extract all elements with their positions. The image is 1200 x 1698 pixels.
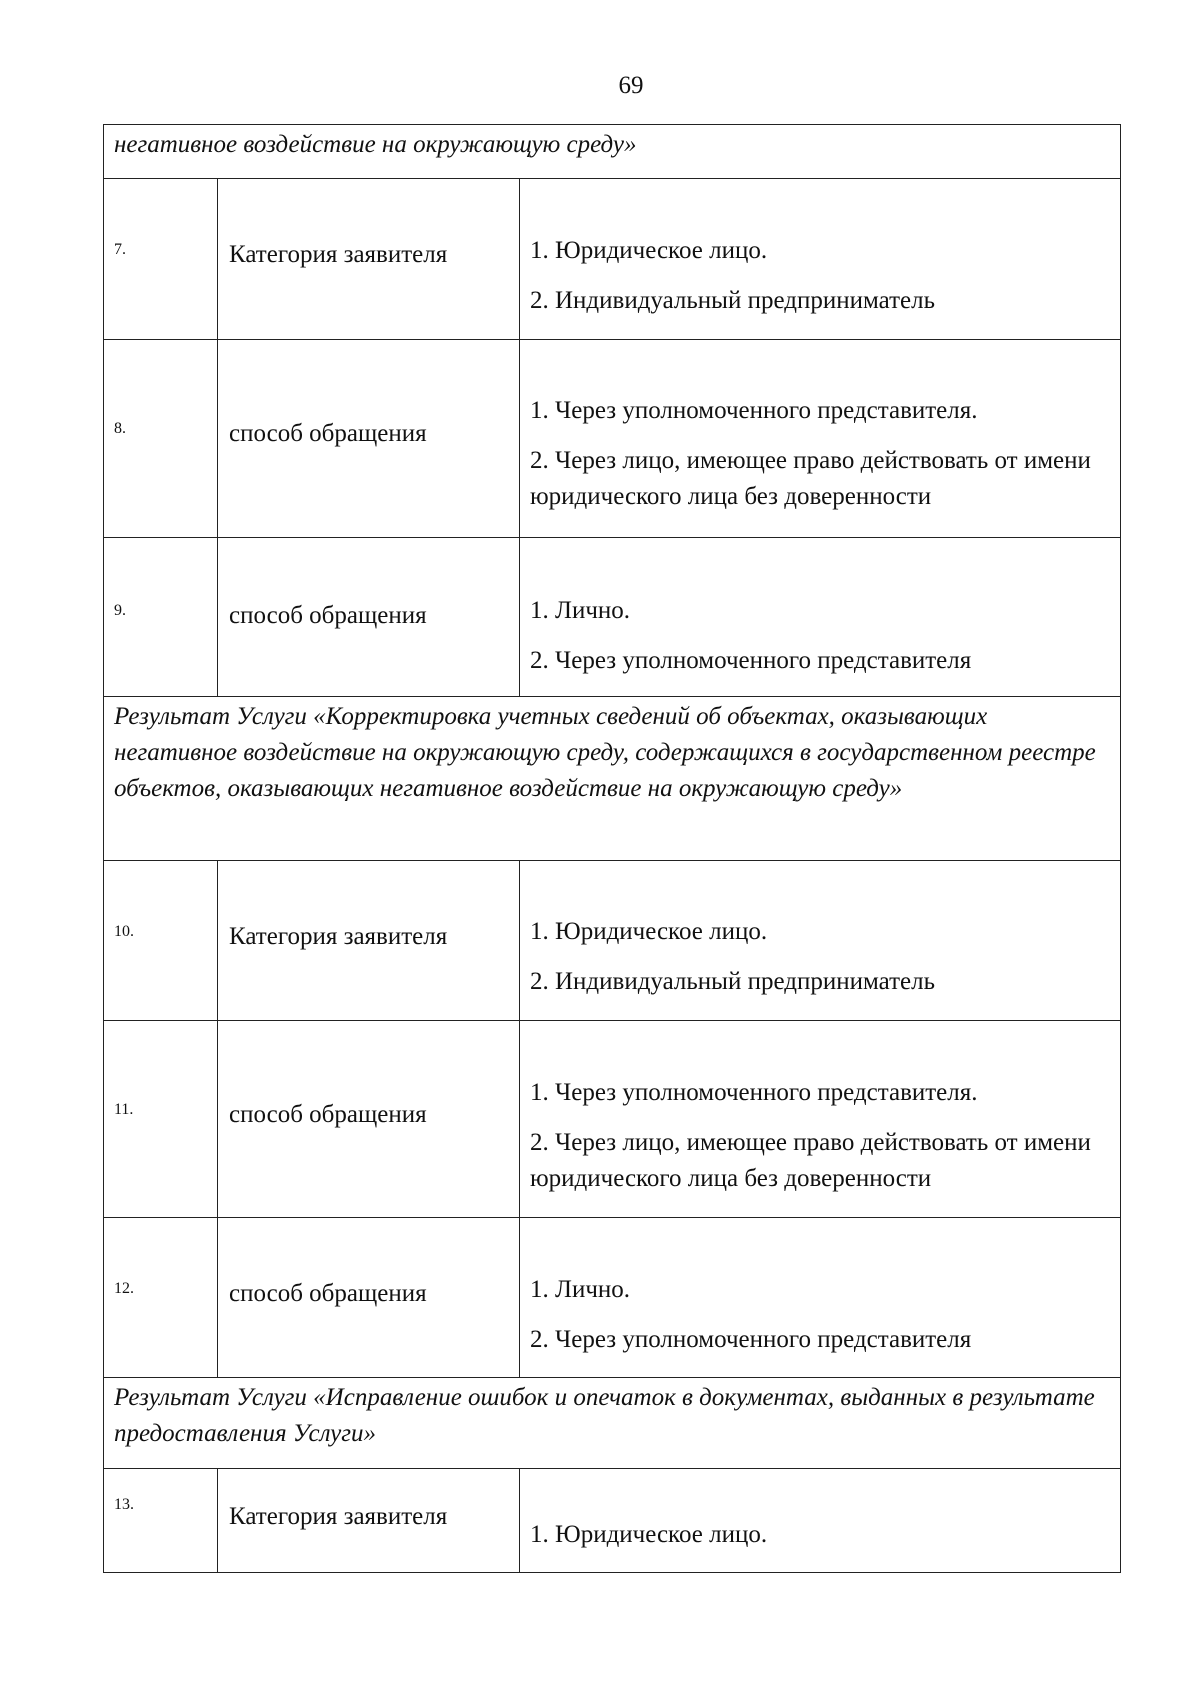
row-number: 13. <box>104 1469 218 1573</box>
value-item: 1. Юридическое лицо. <box>530 918 768 945</box>
row-values <box>520 861 1121 1021</box>
row-values <box>520 538 1121 697</box>
row-values <box>520 1021 1121 1218</box>
section-row <box>104 125 1121 179</box>
value-item: 1. Лично. <box>530 597 631 624</box>
row-number: 7. <box>104 179 218 340</box>
table-row <box>104 1021 1121 1218</box>
row-label: способ обращения <box>218 1218 520 1378</box>
value-item: 2. Индивидуальный предприниматель <box>530 287 935 314</box>
value-item: 2. Индивидуальный предприниматель <box>530 968 935 995</box>
value-item: 1. Лично. <box>530 1276 631 1303</box>
value-item: 2. Через уполномоченного представителя <box>530 1326 972 1353</box>
row-label: способ обращения <box>218 538 520 697</box>
row-number: 8. <box>104 340 218 538</box>
row-label: способ обращения <box>218 1021 520 1218</box>
table-row <box>104 179 1121 340</box>
value-item: 2. Через лицо, имеющее право действовать от имени юридического лица без доверенности <box>530 1129 1091 1192</box>
section-row <box>104 697 1121 861</box>
section-title: негативное воздействие на окружающую среду» <box>104 125 1121 179</box>
value-item: 2. Через лицо, имеющее право действовать от имени юридического лица без доверенности <box>530 447 1091 510</box>
value-item: 1. Юридическое лицо. <box>530 1521 768 1548</box>
service-table <box>103 124 1121 1573</box>
table-row <box>104 1469 1121 1573</box>
row-label: Категория заявителя <box>218 1469 520 1573</box>
table-row <box>104 1218 1121 1378</box>
table-row <box>104 538 1121 697</box>
row-label: Категория заявителя <box>218 861 520 1021</box>
row-values <box>520 1218 1121 1378</box>
row-number: 10. <box>104 861 218 1021</box>
page-number: 69 <box>618 72 644 99</box>
table-row <box>104 861 1121 1021</box>
row-number: 12. <box>104 1218 218 1378</box>
value-item: 1. Через уполномоченного представителя. <box>530 1079 978 1106</box>
section-title: Результат Услуги «Исправление ошибок и опечаток в документах, выданных в результате предоставления Услуги» <box>104 1378 1121 1469</box>
row-values <box>520 1469 1121 1573</box>
table-row <box>104 340 1121 538</box>
row-values <box>520 179 1121 340</box>
row-number: 9. <box>104 538 218 697</box>
section-title: Результат Услуги «Корректировка учетных сведений об объектах, оказывающих негативное воздействие на окружающую среду, содержащихся в государственном реестре объектов, оказывающих негативное воздействие на окружающую среду» <box>104 697 1121 861</box>
value-item: 1. Юридическое лицо. <box>530 237 768 264</box>
value-item: 2. Через уполномоченного представителя <box>530 647 972 674</box>
row-label: Категория заявителя <box>218 179 520 340</box>
section-row <box>104 1378 1121 1469</box>
value-item: 1. Через уполномоченного представителя. <box>530 397 978 424</box>
row-values <box>520 340 1121 538</box>
row-label: способ обращения <box>218 340 520 538</box>
row-number: 11. <box>104 1021 218 1218</box>
